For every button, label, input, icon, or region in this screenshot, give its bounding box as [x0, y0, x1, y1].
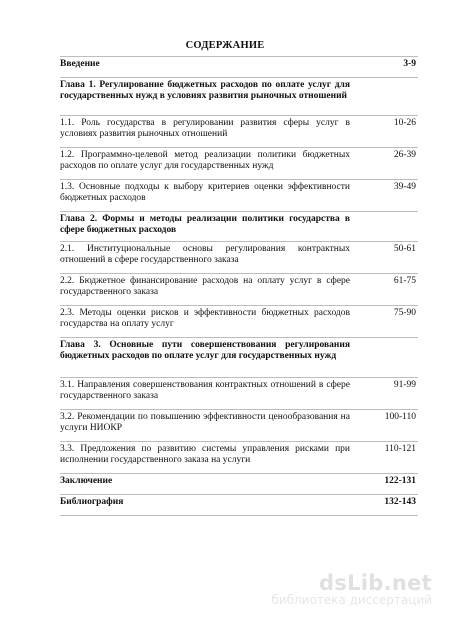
toc-entry-pages: 26-39 [393, 150, 416, 160]
toc-row-section-3-1 [60, 378, 418, 410]
page-title: СОДЕРЖАНИЕ [185, 40, 265, 51]
toc-entry-text: 3.1. Направления совершенствования контрактных отношений в сфере государственного заказа [60, 380, 350, 401]
toc-entry-text: Заключение [60, 476, 113, 486]
toc-entry-pages: 50-61 [393, 244, 416, 254]
watermark-logo: dsLib.net [318, 571, 432, 595]
toc-entry-text: Введение [60, 59, 100, 69]
toc-entry-pages: 75-90 [393, 308, 416, 318]
toc-entry-text: 3.2. Рекомендации по повышению эффективности ценообразования на услуги НИОКР [60, 412, 350, 433]
toc-entry-text: 1.3. Основные подходы к выбору критериев оценки эффективности бюджетных расходов [60, 182, 350, 203]
toc-entry-pages: 10-26 [393, 118, 416, 128]
toc-entry-pages: 3-9 [403, 59, 416, 69]
toc-entry-pages [356, 338, 418, 377]
toc-entry-text: 2.3. Методы оценки рисков и эффективности бюджетных расходов государства на оплату услуг [60, 308, 350, 329]
toc-entry-text: 2.2. Бюджетное финансирование расходов на оплату услуг в сфере государственного заказа [60, 276, 350, 297]
toc-row-section-1-3 [60, 180, 418, 212]
toc-entry-text: Глава 2. Формы и методы реализации политики государства в сфере бюджетных расходов [60, 214, 350, 235]
toc-entry-text: 2.1. Институциональные основы регулирования контрактных отношений в сфере государственного заказа [60, 244, 350, 265]
toc-entry-text: Библиография [60, 497, 124, 507]
toc-row-chapter-3 [60, 338, 418, 378]
toc-entry-text: 3.3. Предложения по развитию системы управления рисками при исполнении государственного заказа на услуги [60, 444, 350, 465]
watermark-subtitle: библиотека диссертаций [271, 593, 432, 607]
toc-entry-text: Глава 3. Основные пути совершенствования регулирования бюджетных расходов по оплате услуг для государственных нужд [60, 340, 350, 361]
toc-row-section-2-1 [60, 242, 418, 274]
toc-row-conclusion [60, 474, 418, 495]
toc-entry-pages [356, 212, 418, 241]
toc-entry-text: 1.1. Роль государства в регулировании развития сферы услуг в условиях развития рыночных отношений [60, 118, 350, 139]
toc-row-section-2-3 [60, 306, 418, 338]
toc-entry-text: Глава 1. Регулирование бюджетных расходов по оплате услуг для государственных нужд в условиях развития рыночных отношений [60, 80, 350, 101]
toc-entry-pages: 39-49 [393, 182, 416, 192]
toc-row-chapter-2 [60, 212, 418, 242]
toc-entry-pages: 61-75 [393, 276, 416, 286]
toc-table [60, 56, 418, 516]
toc-row-section-1-2 [60, 148, 418, 180]
toc-entry-pages: 132-143 [384, 497, 416, 507]
toc-row-introduction [60, 57, 418, 78]
toc-row-section-2-2 [60, 274, 418, 306]
toc-entry-pages: 110-121 [384, 444, 416, 454]
toc-row-section-3-2 [60, 410, 418, 442]
toc-row-chapter-1 [60, 78, 418, 116]
toc-entry-text: 1.2. Программно-целевой метод реализации политики бюджетных расходов по оплате услуг для государственных нужд [60, 150, 350, 171]
toc-entry-pages: 91-99 [393, 380, 416, 390]
watermark [271, 571, 432, 607]
toc-entry-pages [356, 78, 418, 115]
toc-row-section-1-1 [60, 116, 418, 148]
toc-row-bibliography [60, 495, 418, 516]
toc-entry-pages: 122-131 [384, 476, 416, 486]
toc-row-section-3-3 [60, 442, 418, 474]
toc-entry-pages: 100-110 [384, 412, 416, 422]
